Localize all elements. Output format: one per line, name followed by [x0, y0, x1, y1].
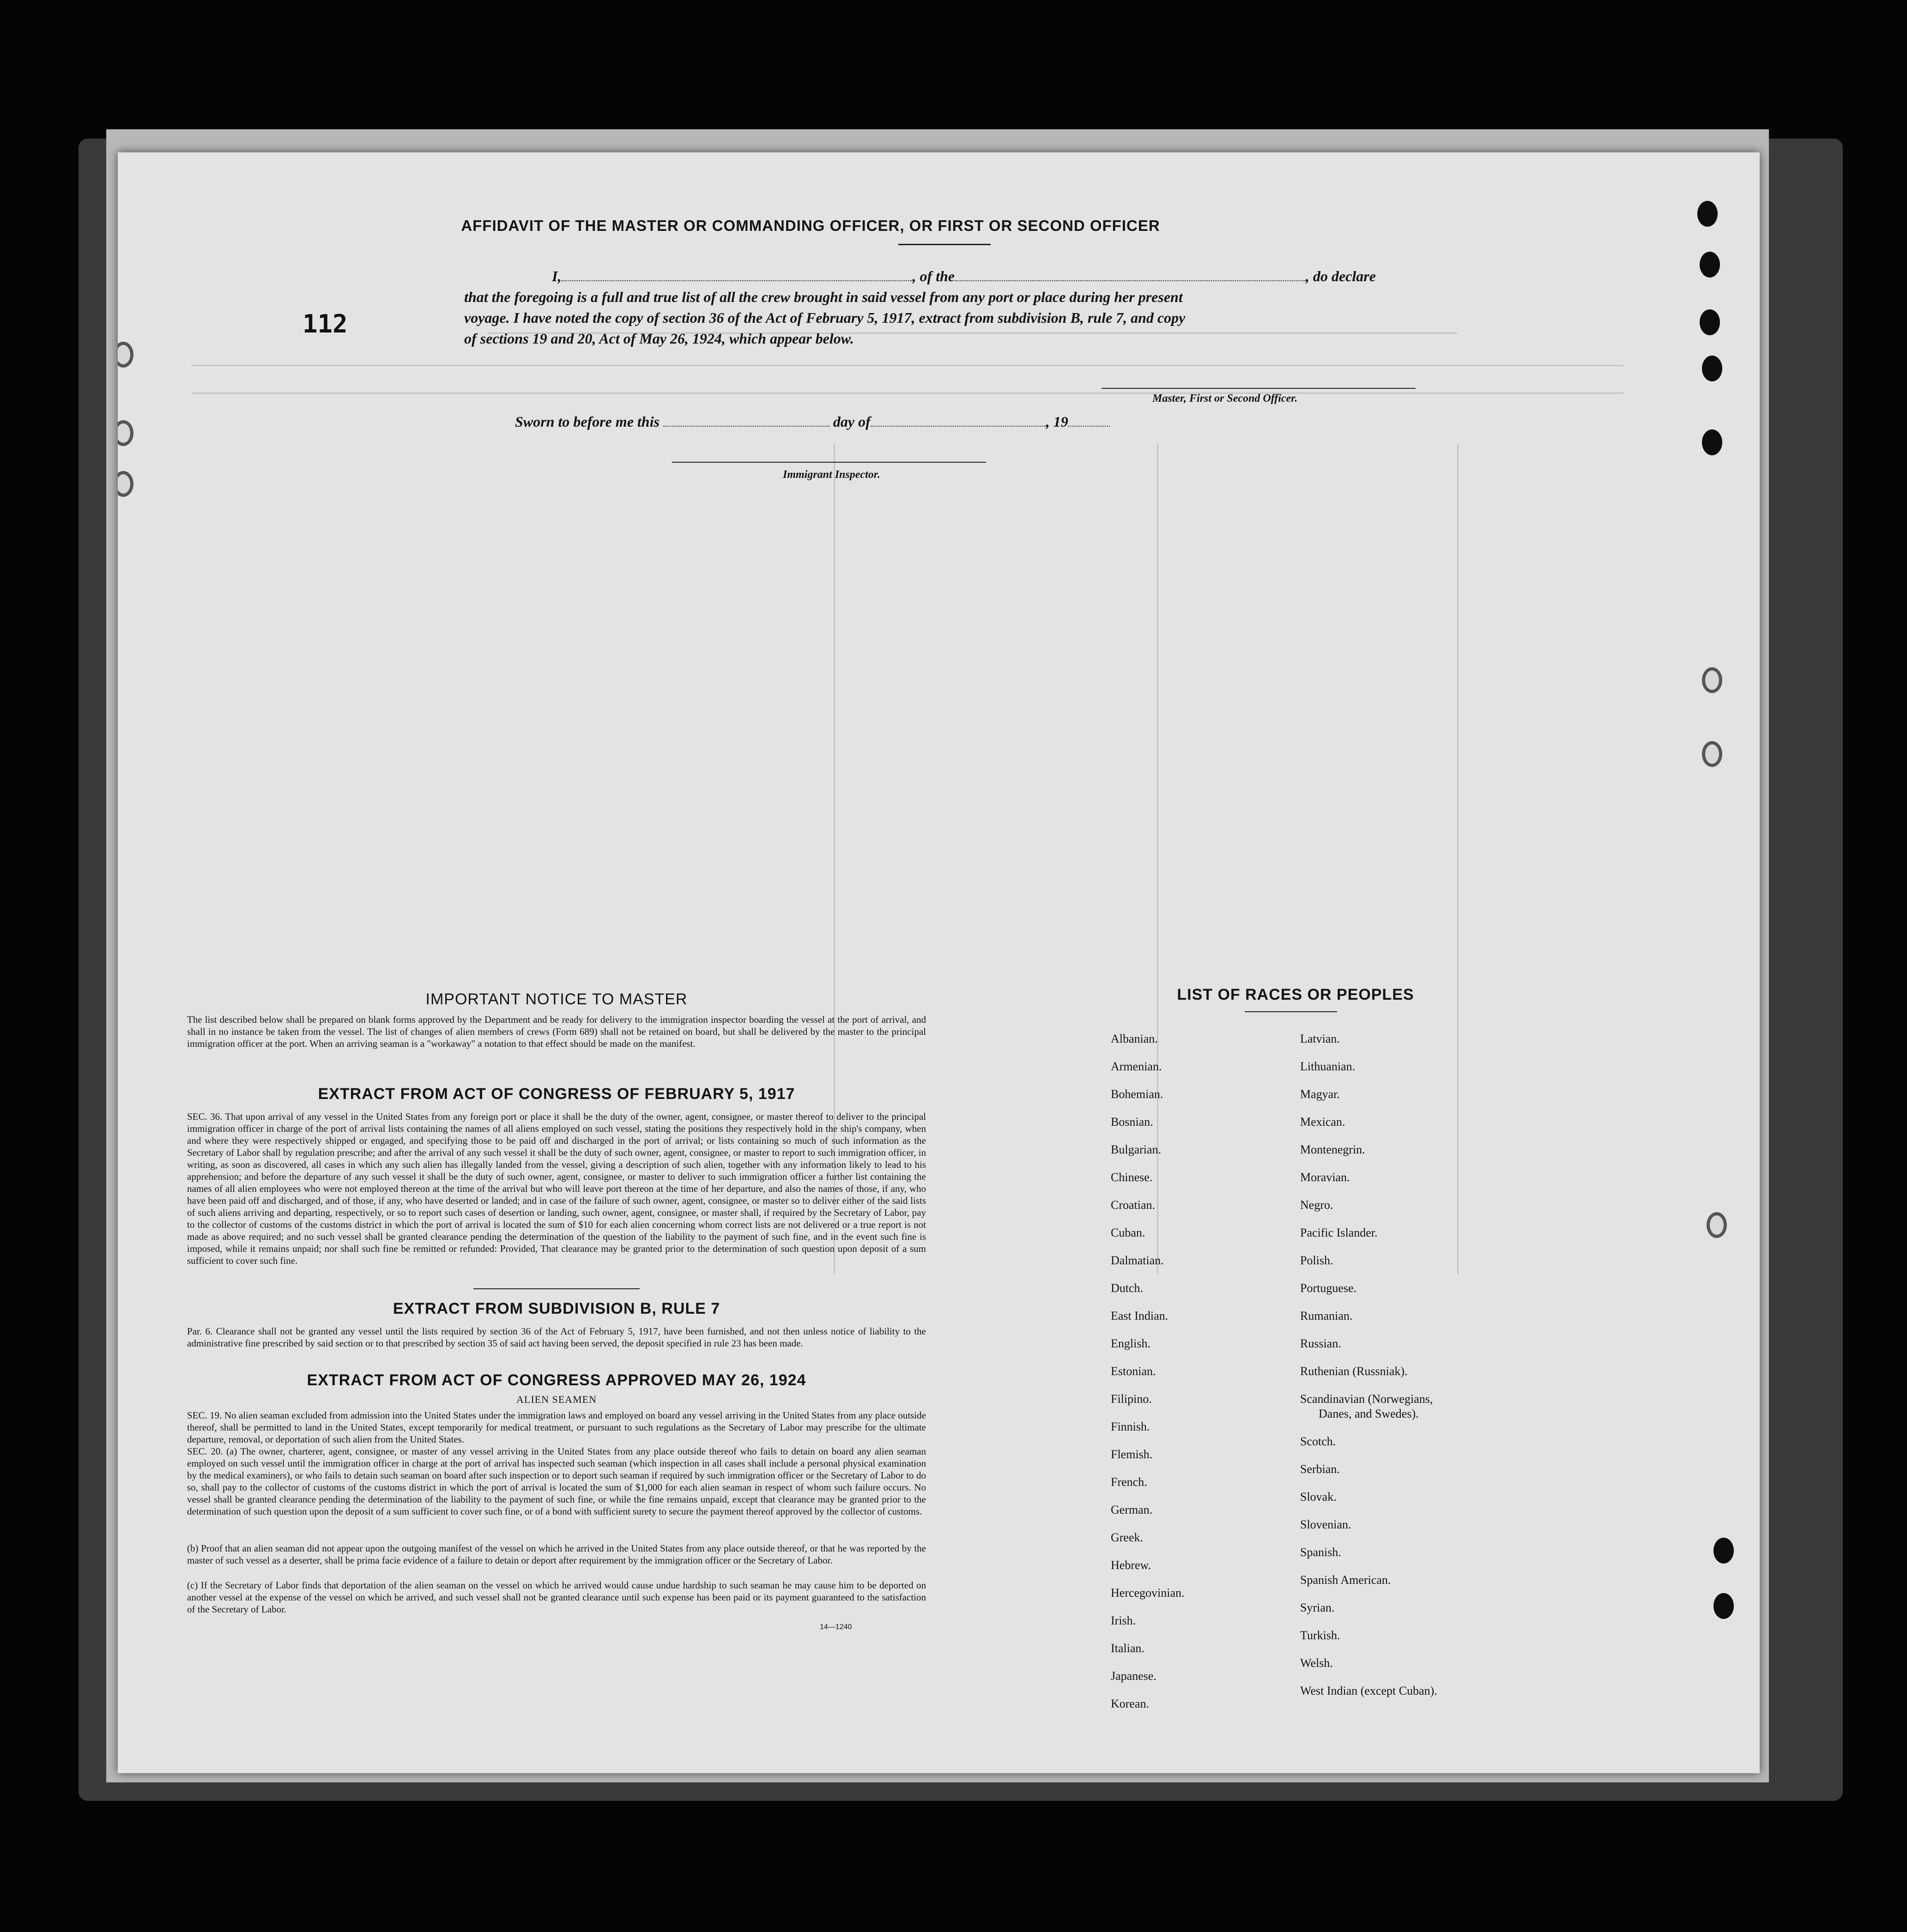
handwritten-number: 112 [303, 309, 348, 338]
races-left-column [1111, 1032, 1185, 1725]
punch-hole [1707, 1212, 1727, 1238]
race-item: French. [1111, 1475, 1147, 1489]
sworn-year-blank[interactable] [1068, 426, 1110, 427]
affidavit-line-4: of sections 19 and 20, Act of May 26, 1924, which appear below. [464, 330, 854, 347]
race-item: Bulgarian. [1111, 1143, 1162, 1156]
race-item: East Indian. [1111, 1309, 1168, 1322]
race-item: Filipino. [1111, 1392, 1152, 1406]
sworn-line: Sworn to before me this day of , 19 [515, 413, 1110, 430]
race-item: Lithuanian. [1300, 1060, 1356, 1073]
race-item: Syrian. [1300, 1601, 1335, 1614]
punch-hole [118, 342, 133, 368]
race-item: Dutch. [1111, 1281, 1144, 1295]
extract-1917-title: EXTRACT FROM ACT OF CONGRESS OF FEBRUARY 5, 1917 [318, 1085, 795, 1103]
race-item: Korean. [1111, 1697, 1150, 1710]
race-item: Ruthenian (Russniak). [1300, 1364, 1408, 1378]
form-number: 14—1240 [820, 1623, 852, 1631]
punch-hole [1697, 201, 1718, 227]
race-item: Slovenian. [1300, 1518, 1351, 1531]
affidavit-line-2: that the foregoing is a full and true list of all the crew brought in said vessel from any port or place during her present [464, 289, 1183, 305]
extract-rule7-title: EXTRACT FROM SUBDIVISION B, RULE 7 [393, 1300, 720, 1317]
race-item: German. [1111, 1503, 1153, 1516]
affidavit-line-1: I, , of the , do declare [552, 268, 1376, 284]
race-item: Turkish. [1300, 1629, 1340, 1642]
punch-hole [1702, 741, 1722, 767]
extract-1924-sec19: SEC. 19. No alien seaman excluded from admission into the United States under the immigration laws and employed on board any vessel arriving in the United States from any place outside thereof, shall be permitted to land in the United States, except temporarily for medical treatment, or pursuant to such regulations as the Secretary of Labor may prescribe for the ultimate departure, removal, or deportation of such alien from the United States. [187, 1410, 926, 1445]
name-blank[interactable] [561, 280, 912, 281]
races-title: LIST OF RACES OR PEOPLES [1177, 986, 1414, 1003]
officer-caption: Master, First or Second Officer. [1152, 392, 1298, 405]
sworn-day-blank[interactable] [663, 426, 829, 427]
race-item: Slovak. [1300, 1490, 1337, 1503]
inspector-caption: Immigrant Inspector. [783, 469, 880, 481]
inspector-signature-line[interactable] [672, 462, 986, 463]
race-item: Pacific Islander. [1300, 1226, 1378, 1239]
bleed-through-rule [1457, 443, 1459, 1274]
race-item: Estonian. [1111, 1364, 1156, 1378]
race-item: Hercegovinian. [1111, 1586, 1185, 1600]
race-item: Magyar. [1300, 1087, 1340, 1101]
race-item: Croatian. [1111, 1198, 1156, 1212]
race-item: Russian. [1300, 1337, 1341, 1350]
vessel-blank[interactable] [955, 280, 1306, 281]
affidavit-line-3: voyage. I have noted the copy of section 36 of the Act of February 5, 1917, extract from subdivision B, rule 7, and copy [464, 309, 1186, 326]
races-title-rule [1245, 1011, 1337, 1012]
race-item: Serbian. [1300, 1462, 1340, 1476]
bleed-through-line [192, 365, 1623, 366]
punch-hole [1713, 1593, 1734, 1619]
extract-1924-sec20a: SEC. 20. (a) The owner, charterer, agent, consignee, or master of any vessel arriving in the United States from any place outside thereof who fails to detain on board any alien seaman employed on such vessel until the immigration officer in charge at the port of arrival has inspected such seaman (which inspection in all cases shall include a personal physical examination by the medical examiners), or who fails to detain such seaman on board after such inspection or to deport such seaman if required by such immigration officer or the Secretary of Labor to do so, shall pay to the collector of customs of the customs district in which the port of arrival is located the sum of $1,000 for each alien seaman in respect of whom such failure occurs. No vessel shall be granted clearance pending the determination of the liability to the payment of such fine, or while the fine remains unpaid, except that clearance may be granted prior to the determination of such question upon the deposit of a sum sufficient to cover such fine, or of a bond with sufficient surety to secure the payment thereof approved by the collector of customs. [187, 1446, 926, 1517]
race-item: West Indian (except Cuban). [1300, 1684, 1437, 1697]
race-item: Armenian. [1111, 1060, 1162, 1073]
race-item: Albanian. [1111, 1032, 1158, 1045]
punch-hole [1702, 429, 1722, 455]
race-item: Cuban. [1111, 1226, 1145, 1239]
race-item: Polish. [1300, 1254, 1333, 1267]
race-item: Moravian. [1300, 1171, 1350, 1184]
race-item: Negro. [1300, 1198, 1333, 1212]
race-item: Danes, and Swedes). [1319, 1407, 1419, 1420]
race-item: Greek. [1111, 1531, 1144, 1544]
race-item: Hebrew. [1111, 1558, 1151, 1572]
race-item: Mexican. [1300, 1115, 1345, 1129]
punch-hole [1702, 356, 1722, 381]
punch-hole [1702, 667, 1722, 693]
punch-hole [1700, 252, 1720, 278]
race-item: Bosnian. [1111, 1115, 1153, 1129]
manifest-page [118, 152, 1760, 1773]
race-item: Welsh. [1300, 1656, 1333, 1670]
extract-1924-sec20b: (b) Proof that an alien seaman did not appear upon the outgoing manifest of the vessel on which he arrived in the United States from any place outside thereof, or that he was reported by the master of such vessel as a deserter, shall be prima facie evidence of a failure to detain or deport after requirement by the immigration officer or the Secretary of Labor. [187, 1543, 926, 1566]
race-item: Scandinavian (Norwegians, [1300, 1392, 1433, 1406]
race-item: Bohemian. [1111, 1087, 1163, 1101]
punch-hole [1700, 309, 1720, 335]
race-item: Irish. [1111, 1614, 1136, 1627]
race-item: Japanese. [1111, 1669, 1156, 1683]
title-rule [898, 244, 991, 245]
extract-1917-body: SEC. 36. That upon arrival of any vessel in the United States from any foreign port or place it shall be the duty of the owner, agent, consignee, or master thereof to deliver to the principal immigration officer in charge of the port of arrival lists containing the names of all aliens employed on such vessel, stating the positions they respectively hold in the ship's company, when and where they were respectively shipped or engaged, and specifying those to be paid off and discharged in the port of arrival; or lists containing so much of such information as the Secretary of Labor shall by regulation prescribe; and after the arrival of any such vessel it shall be the duty of such owner, agent, consignee, or master to report to such immigration officer, in writing, as soon as discovered, all cases in which any such alien has illegally landed from the vessel, giving a description of such alien, together with any information likely to lead to his apprehension; and before the departure of any such vessel it shall be the duty of such owner, agent, consignee, or master to deliver to such immigration officer a further list containing the names of all alien employees who were not employed thereon at the time of the arrival but who will leave port thereon at the time of her departure, and also the names of those, if any, who have been paid off and discharged, and of those, if any, who have deserted or landed; and in case of the failure of such owner, agent, consignee, or master so to deliver either of the said lists of such aliens arriving and departing, respectively, or so to report such cases of desertion or landing, such owner, agent, consignee, or master shall, if required by the Secretary of Labor, pay to the collector of customs of the customs district in which the port of arrival is located the sum of $10 for each alien concerning whom correct lists are not delivered or a true report is not made as above required; and no such vessel shall be granted clearance pending the determination of the question of the liability to the payment of such fine, and in the event such fine is imposed, while it remains unpaid; nor shall such fine be remitted or refunded: Provided, That clearance may be granted prior to the determination of such question upon deposit of a sum sufficient to cover such fine. [187, 1111, 926, 1266]
race-item: Flemish. [1111, 1448, 1153, 1461]
punch-hole [1713, 1538, 1734, 1564]
punch-hole [118, 420, 133, 446]
sworn-month-blank[interactable] [871, 426, 1046, 427]
race-item: Finnish. [1111, 1420, 1150, 1433]
races-right-column [1300, 1032, 1437, 1712]
section-rule [473, 1288, 640, 1289]
race-item: Rumanian. [1300, 1309, 1353, 1322]
race-item: Montenegrin. [1300, 1143, 1365, 1156]
bleed-through-line [192, 392, 1623, 394]
race-item: Chinese. [1111, 1171, 1153, 1184]
race-item: Italian. [1111, 1642, 1144, 1655]
race-item: Latvian. [1300, 1032, 1340, 1045]
race-item: Dalmatian. [1111, 1254, 1164, 1267]
race-item: Spanish American. [1300, 1573, 1391, 1587]
notice-title: IMPORTANT NOTICE TO MASTER [425, 990, 688, 1008]
officer-signature-line[interactable] [1102, 388, 1416, 389]
notice-body: The list described below shall be prepared on blank forms approved by the Department and be ready for delivery to the immigration inspector boarding the vessel at the port of arrival, and shall in no instance be taken from the vessel. The list of changes of alien members of crews (Form 689) shall not be retained on board, but shall be delivered by the master to the principal immigration officer at the port. When an arriving seaman is a "workaway" a notation to that effect should be made on the manifest. [187, 1014, 926, 1049]
extract-1924-subtitle: ALIEN SEAMEN [516, 1394, 597, 1405]
extract-1924-title: EXTRACT FROM ACT OF CONGRESS APPROVED MAY 26, 1924 [307, 1371, 806, 1389]
race-item: Scotch. [1300, 1435, 1336, 1448]
punch-hole [118, 471, 133, 497]
extract-1924-sec20c: (c) If the Secretary of Labor finds that deportation of the alien seaman on the vessel on which he arrived would cause undue hardship to such seaman he may cause him to be deported on another vessel at the expense of the vessel on which he arrived, and such vessel shall not be granted clearance until such expense has been paid or its payment guaranteed to the satisfaction of the Secretary of Labor. [187, 1580, 926, 1615]
extract-rule7-body: Par. 6. Clearance shall not be granted any vessel until the lists required by section 36 of the Act of February 5, 1917, have been furnished, and not then unless notice of liability to the administrative fine prescribed by said section or to that prescribed by section 35 of said act having been served, the deposit specified in rule 23 has been made. [187, 1326, 926, 1349]
race-item: Spanish. [1300, 1546, 1341, 1559]
affidavit-title: AFFIDAVIT OF THE MASTER OR COMMANDING OFFICER, OR FIRST OR SECOND OFFICER [461, 217, 1160, 234]
race-item: Portuguese. [1300, 1281, 1357, 1295]
race-item: English. [1111, 1337, 1150, 1350]
